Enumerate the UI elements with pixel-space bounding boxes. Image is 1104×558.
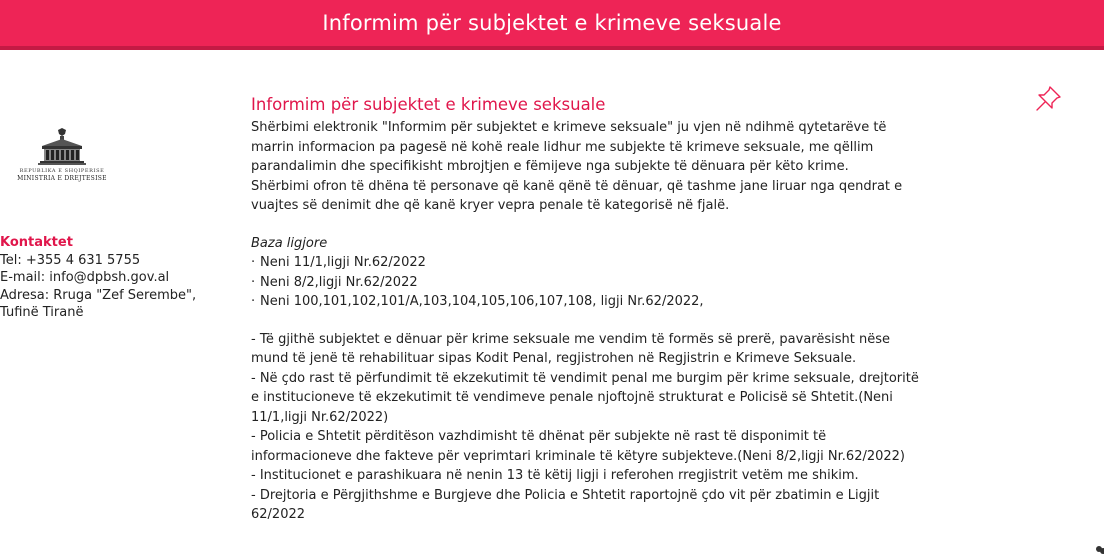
- detail-line: 62/2022: [251, 507, 306, 522]
- detail-line: mund të jenë të rehabilituar sipas Kodit Penal, regjistrohen në Regjistrin e Krimeve Seksuale.: [251, 351, 857, 366]
- legal-basis-list: [251, 253, 971, 312]
- top-banner: [0, 0, 1104, 50]
- legal-item-text: Neni 100,101,102,101/A,103,104,105,106,107,108, ligji Nr.62/2022,: [260, 294, 704, 309]
- logo-line-ministry: MINISTRIA E DREJTESISE: [17, 175, 107, 182]
- coat-of-arms-icon: [0, 128, 124, 168]
- pin-button[interactable]: [1033, 84, 1063, 114]
- chat-launcher[interactable]: [1093, 539, 1104, 550]
- intro-line: vuajtes së denimit dhe që kanë kryer vepra penale të kategorisë në fjalë.: [251, 198, 730, 213]
- pin-icon: [1033, 84, 1063, 114]
- contacts-panel: [0, 234, 232, 322]
- detail-line: e institucioneve të ekzekutimit të vendimeve penale njoftojnë strukturat e Policisë së Shtetit.(Neni: [251, 390, 893, 405]
- spacer: [251, 312, 971, 330]
- main-content: [251, 94, 971, 525]
- intro-paragraph: [251, 118, 971, 216]
- contact-email: E-mail: info@dpbsh.gov.al: [0, 270, 170, 285]
- chat-icon: [1093, 543, 1104, 554]
- contacts-title: Kontaktet: [0, 235, 73, 250]
- legal-basis-title: Baza ligjore: [251, 235, 328, 251]
- spacer: [251, 216, 971, 234]
- list-item: [251, 292, 971, 312]
- contact-address-line1: Adresa: Rruga "Zef Serembe",: [0, 287, 197, 303]
- details-paragraph: [251, 330, 971, 525]
- bullet-icon: ·: [251, 294, 256, 309]
- legal-item-text: Neni 8/2,ligji Nr.62/2022: [260, 274, 418, 290]
- list-item: [251, 273, 971, 293]
- detail-line: 11/1,ligji Nr.62/2022): [251, 409, 389, 425]
- main-title: Informim për subjektet e krimeve seksuale: [251, 95, 606, 114]
- legal-item-text: Neni 11/1,ligji Nr.62/2022: [260, 255, 426, 270]
- detail-line: - Drejtoria e Përgjithshme e Burgjeve dhe Policia e Shtetit raportojnë çdo vit për zbatimin e Ligjit: [251, 487, 880, 503]
- page-header-title: Informim për subjektet e krimeve seksuale: [322, 11, 782, 35]
- bullet-icon: ·: [251, 274, 256, 290]
- detail-line: - Institucionet e parashikuara në nenin 13 të këtij ligji i referohen rregjistrit vetëm me shikim.: [251, 468, 859, 483]
- intro-line: parandalimin dhe specifikisht mbrojtjen e fëmijeve nga subjekte të dënuara për këto krime.: [251, 159, 849, 174]
- intro-line: marrin informacion pa pagesë në kohë reale lidhur me subjekte të krimeve seksuale, me qëllim: [251, 139, 874, 155]
- logo-line-republic: REPUBLIKA E SHQIPERISE: [19, 168, 105, 174]
- detail-line: - Policia e Shtetit përditëson vazhdimisht të dhënat për subjekte në rast të disponimit të: [251, 429, 827, 444]
- ministry-logo[interactable]: [0, 128, 124, 188]
- list-item: [251, 253, 971, 273]
- contact-tel: Tel: +355 4 631 5755: [0, 252, 141, 268]
- detail-line: informacioneve dhe fakteve për veprimtari kriminale të këtyre subjekteve.(Neni 8/2,ligji Nr.62/2022): [251, 448, 906, 464]
- intro-line: Shërbimi elektronik "Informim për subjektet e krimeve seksuale" ju vjen në ndihmë qytetarëve të: [251, 120, 887, 135]
- detail-line: - Në çdo rast të përfundimit të ekzekutimit të vendimit penal me burgim për krime seksuale, drejtoritë: [251, 370, 919, 386]
- intro-line: Shërbimi ofron të dhëna të personave që kanë qënë të dënuar, që tashme jane liruar nga qendrat e: [251, 178, 903, 194]
- contact-address-line2: Tufinë Tiranë: [0, 305, 84, 320]
- detail-line: - Të gjithë subjektet e dënuar për krime seksuale me vendim të formës së prerë, pavarësisht nëse: [251, 331, 890, 347]
- bullet-icon: ·: [251, 255, 256, 270]
